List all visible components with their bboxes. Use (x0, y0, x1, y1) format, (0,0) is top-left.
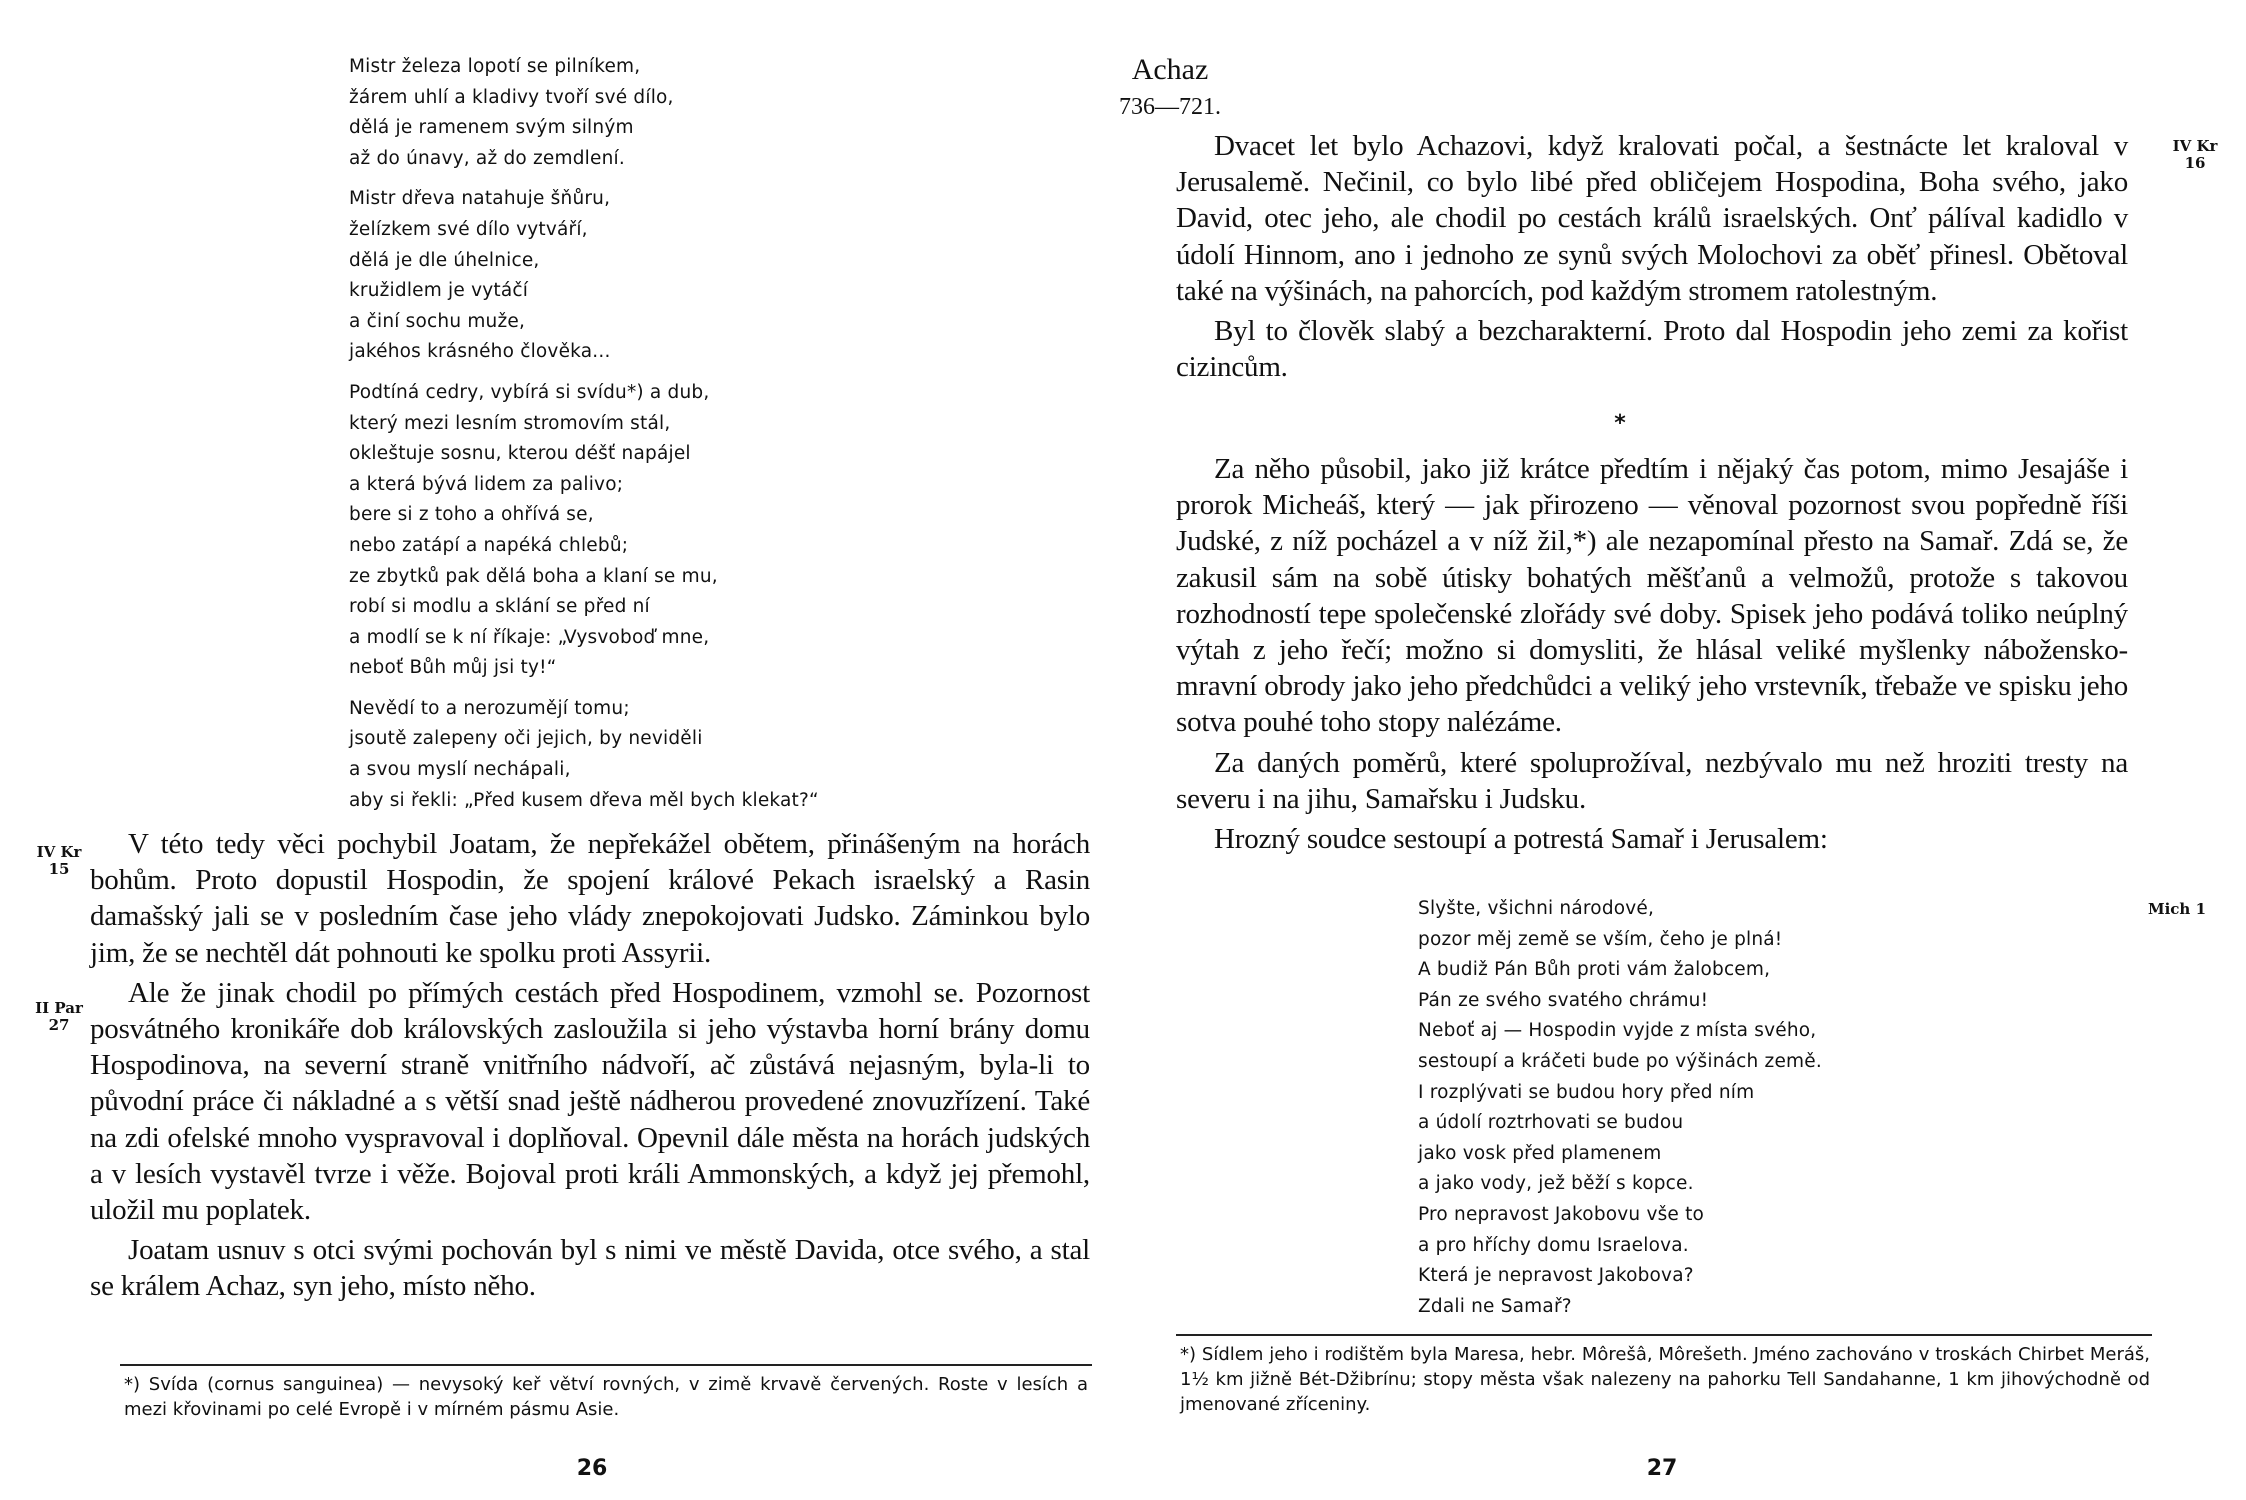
verse-line: a činí sochu muže, (349, 310, 526, 332)
verse-line: jako vosk před plamenem (1418, 1142, 1662, 1164)
verse-line: kružidlem je vytáčí (349, 280, 529, 302)
verse-line: jakéhos krásného člověka... (349, 341, 611, 363)
verse-line: želízkem své dílo vytváří, (349, 218, 588, 240)
verse-line: a modlí se k ní říkaje: „Vysvoboď mne, (349, 626, 710, 648)
chapter-years: 736—721. (1119, 94, 1221, 120)
verse-line: Pro nepravost Jakobovu vše to (1418, 1203, 1705, 1225)
body-text (1176, 128, 2128, 385)
verse-line: aby si řekli: „Před kusem dřeva měl bych klekat?“ (349, 789, 819, 811)
verse-line: Neboť aj — Hospodin vyjde z místa svého, (1418, 1020, 1817, 1042)
verse-line: bere si z toho a ohřívá se, (349, 504, 594, 526)
paragraph: Byl to člověk slabý a bezcharakterní. Proto dal Hospodin jeho zemi za kořist cizincům. (1176, 315, 2128, 384)
verse-line: dělá je ramenem svým silným (349, 117, 634, 139)
margin-reference: IV Kr 16 (2172, 137, 2218, 172)
verse-line: dělá je dle úhelnice, (349, 249, 540, 271)
body-text (1176, 451, 2128, 857)
footnote-rule (1176, 1334, 2152, 1336)
verse-line: Podtíná cedry, vybírá si svídu*) a dub, (349, 381, 710, 403)
footnote: *) Svída (cornus sanguinea) — nevysoký keř větví rovných, v zimě krvavě červených. Roste v lesích a mezi křovinami po celé Evropě i v mírném pásmu Asie. (124, 1374, 1088, 1420)
paragraph: Ale že jinak chodil po přímých cestách před Hospodinem, vzmohl se. Pozornost posvátného kronikáře dob královských zasloužila si jeho výstavba horní brány domu Hospodinova, na severní straně vnitřního nádvoří, ač zůstává nejasným, byla-li to původní práce či nákladné a s větší snad ještě nádherou provedené znovuzřízení. Také na zdi ofelské mnoho vyspravoval i doplňoval. Opevnil dále města na horách judských a v lesích vystavěl tvrze i věže. Bojoval proti králi Ammonských, a když jej přemohl, uložil mu poplatek. (90, 976, 1090, 1227)
margin-reference: Mich 1 (2148, 900, 2207, 918)
section-separator: * (1614, 411, 1626, 436)
verse-line: Slyšte, všichni národové, (1418, 898, 1655, 919)
page-number: 27 (1646, 1456, 1678, 1481)
verse-line: pozor měj země se vším, čeho je plná! (1418, 928, 1783, 950)
verse-line: a pro hříchy domu Israelova. (1418, 1234, 1689, 1256)
verse-line: a jako vody, jež běží s kopce. (1418, 1173, 1694, 1195)
paragraph: Za daných poměrů, které spoluprožíval, nezbývalo mu než hroziti tresty na severu i na jihu, Samařsku i Judsku. (1176, 746, 2128, 815)
verse-line: a svou myslí nechápali, (349, 759, 571, 781)
footnote: *) Sídlem jeho i rodištěm byla Maresa, hebr. Môrešâ, Môrešeth. Jméno zachováno v troskách Chirbet Meráš, 1½ km jižně Bét-Džibrínu; stopy města však nalezeny na pahorku Tell Sandahanne, 1 km jihovýchodně od jmenované zříceniny. (1180, 1344, 2150, 1415)
verse-line: Zdali ne Samař? (1418, 1295, 1572, 1317)
verse-line: Pán ze svého svatého chrámu! (1418, 989, 1709, 1011)
page-number: 26 (576, 1456, 608, 1481)
paragraph: Za něho působil, jako již krátce předtím i nějaký čas potom, mimo Jesajáše i prorok Micheáš, který — jak přirozeno — věnoval pozornost svou popředně říši Judské, z níž pocházel a v níž žil,*) ale nezapomínal přesto na Samař. Zdá se, že zakusil sám na sobě útisky bohatých měšťanů a velmožů, protože s takovou rozhodností tepe společenské zlořády své doby. Spisek jeho podává toliko neúplný výtah z jeho řečí; možno si domysliti, že hlásal veliké myšlenky nábožensko-mravní obrody jako jeho předchůdci a veliký jeho vrstevník, třebaže ve spisku jeho sotva pouhé toho stopy nalézáme. (1176, 453, 2128, 739)
paragraph: Joatam usnuv s otci svými pochován byl s nimi ve městě Davida, otce svého, a stal se králem Achaz, syn jeho, místo něho. (90, 1234, 1090, 1303)
verse-line: až do únavy, až do zemdlení. (349, 147, 625, 169)
verse-line: nebo zatápí a napéká chlebů; (349, 534, 629, 556)
verse-line: Mistr dřeva natahuje šňůru, (349, 188, 611, 210)
paragraph: V této tedy věci pochybil Joatam, že nepřekážel obětem, přinášeným na horách bohům. Proto dopustil Hospodin, že spojení králové Pekach israelský a Rasin damašský jali se v posledním čase jeho vlády znepokojovati Judsko. Záminkou bylo jim, že se nechtěl dát pohnouti ke spolku proti Assyrii. (90, 828, 1090, 969)
verse-line: okleštuje sosnu, kterou déšť napájel (349, 443, 691, 465)
margin-reference: II Par 27 (35, 999, 83, 1034)
verse-line: ze zbytků pak dělá boha a klaní se mu, (349, 565, 718, 587)
verse-line: Která je nepravost Jakobova? (1418, 1265, 1694, 1287)
verse-line: žárem uhlí a kladivy tvoří své dílo, (349, 86, 674, 108)
verse-line: sestoupí a kráčeti bude po výšinách země. (1418, 1050, 1822, 1072)
verse-line: robí si modlu a sklání se před ní (349, 596, 650, 618)
margin-reference: IV Kr 15 (36, 843, 82, 878)
verse-block (1418, 894, 2018, 1322)
verse-line: a která bývá lidem za palivo; (349, 473, 624, 495)
verse-line: Mistr železa lopotí se pilníkem, (349, 56, 641, 77)
paragraph: Hrozný soudce sestoupí a potrestá Samař i Jerusalem: (1214, 823, 1828, 856)
chapter-title: Achaz (1131, 53, 1209, 86)
verse-line: a údolí roztrhovati se budou (1418, 1112, 1684, 1134)
paragraph: Dvacet let bylo Achazovi, když kralovati počal, a šestnácte let kraloval v Jerusalemě. Nečinil, co bylo libé před obličejem Hospodina, Boha svého, jako David, otec jeho, ale chodil po cestách králů israelských. Onť pálíval kadidlo v údolí Hinnom, ano i jednoho ze synů svých Molochovi za oběť přinesl. Obětoval také na výšinách, na pahorcích, pod každým stromem ratolestným. (1176, 130, 2128, 307)
verse-line: jsoutě zalepeny oči jejich, by neviděli (349, 728, 703, 750)
verse-line: I rozplývati se budou hory před ním (1418, 1081, 1755, 1103)
verse-line: neboť Bůh můj jsi ty!“ (349, 657, 557, 679)
verse-line: který mezi lesním stromovím stál, (349, 412, 671, 434)
verse-line: Nevědí to a nerozumějí tomu; (349, 697, 630, 719)
verse-line: A budiž Pán Bůh proti vám žalobcem, (1418, 959, 1771, 981)
